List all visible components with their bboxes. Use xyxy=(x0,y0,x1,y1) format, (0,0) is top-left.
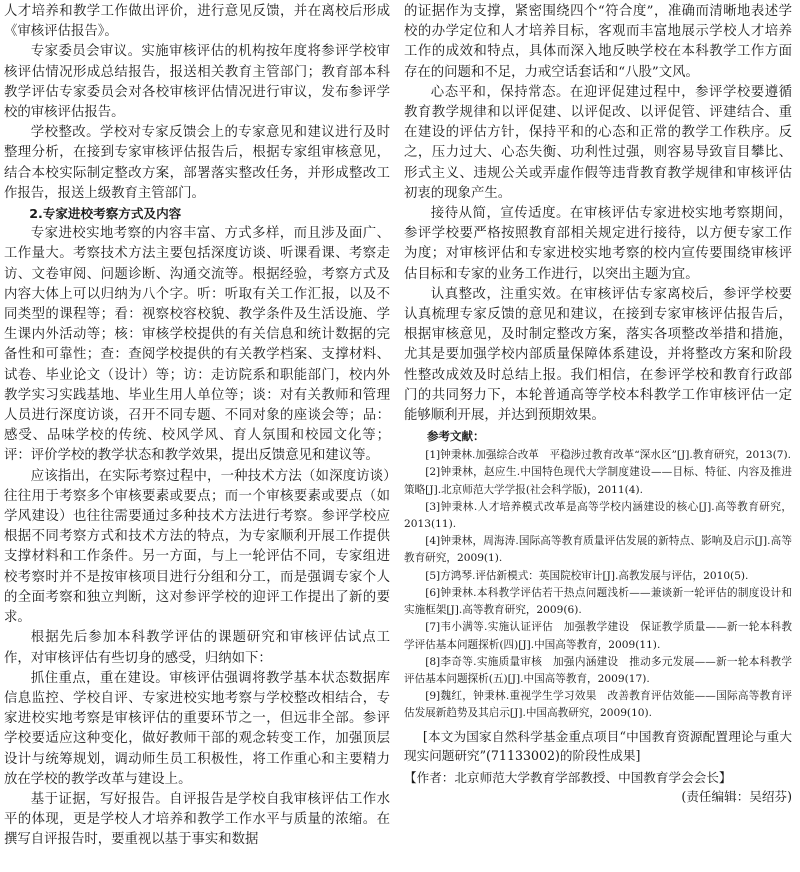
author-info: 【作者：北京师范大学教育学部教授、中国教育学会会长】 xyxy=(404,769,732,785)
editor-credit: (责任编辑：吴绍芬) xyxy=(681,789,792,805)
right-column xyxy=(404,0,796,807)
reference-item: [6]钟秉林.本科教学评估若干热点问题浅析——兼谈新一轮评估的制度设计和实施框架[J].高等教育研究，2009(6). xyxy=(404,586,792,617)
author-note xyxy=(404,768,792,805)
paragraph: 人才培养和教学工作做出评价，进行意见反馈，并在离校后形成《审核评估报告》。 xyxy=(4,4,390,40)
reference-item: [2]钟秉林，赵应生.中国特色现代大学制度建设——目标、特征、内容及推进策略[J].北京师范大学学报(社会科学版)，2011(4). xyxy=(404,466,792,496)
reference-item: [4]钟秉林，周海涛.国际高等教育质量评估发展的新特点、影响及启示[J].高等教育研究，2009(1). xyxy=(404,535,792,565)
paragraph: 心态平和，保持常态。在迎评促建过程中，参评学校要遵循教育教学规律和以评促建、以评促改、以评促管、评建结合、重在建设的评估方针，保持平和的心态和正常的教学工作秩序。反之，压力过大、心态失衡、功利性过强，则容易导致盲目攀比、形式主义、违规公关或弄虚作假等违背教育教学规律和审核评估初衷的现象产生。 xyxy=(404,84,792,201)
reference-item: [5]方鸿琴.评估新模式：英国院校审计[J].高教发展与评估，2010(5). xyxy=(425,569,749,582)
section-subheading: 2.专家进校考察方式及内容 xyxy=(29,206,182,222)
paragraph: 应该指出，在实际考察过程中，一种技术方法（如深度访谈）往往用于考察多个审核要素或要点；而一个审核要素或要点（如学风建设）也往往需要通过多种技术方法进行考察。参评学校应根据不同考察方式和技术方法的特点，为专家顺利开展工作提供支撑材料和工作条件。另一方面，与上一轮评估不同，专家组进校考察时并不是按审核项目进行分组和分工，而是强调专家个人的全面考察和独立判断，这对参评学校的迎评工作提出了新的要求。 xyxy=(4,468,390,626)
paragraph: 抓住重点，重在建设。审核评估强调将教学基本状态数据库信息监控、学校自评、专家进校实地考察与学校整改相结合，专家进校实地考察是审核评估的重要环节之一，但远非全部。参评学校要适应这种变化，做好教师干部的观念转变工作，加强顶层设计与统筹规划，调动师生员工积极性，将工作重心和主要精力放在学校的教学改革与建设上。 xyxy=(4,670,390,787)
reference-item: [8]李奇等.实施质量审核 加强内涵建设 推动多元发展——新一轮本科教学评估基本问题探析(五)[J].中国高等教育，2009(17). xyxy=(404,655,792,685)
paragraph: 根据先后参加本科教学评估的课题研究和审核评估试点工作，对审核评估有些切身的感受，归纳如下： xyxy=(4,630,390,666)
paragraph: 专家进校实地考察的内容丰富、方式多样，而且涉及面广、工作量大。考察技术方法主要包括深度访谈、听课看课、考察走访、文卷审阅、问题诊断、沟通交流等。根据经验，考察方式及内容大体上可以归纳为八个字。听：听取有关工作汇报，以及不同类型的课程等；看：视察校容校貌、教学条件及生活设施、学生课内外活动等；核：审核学校提供的有关信息和统计数据的完备性和可靠性；查：查阅学校提供的有关教学档案、支撑材料、试卷、毕业论文（设计）等；访：走访院系和职能部门，校内外教学实习实践基地、毕业生用人单位等；谈：对有关教师和管理人员进行深度访谈，召开不同专题、不同对象的座谈会等；品：感受、品味学校的传统、校风学风、育人氛围和校园文化等；评：评价学校的教学状态和教学效果，提出反馈意见和建议等。 xyxy=(4,226,390,464)
paragraph: 接待从简，宣传适度。在审核评估专家进校实地考察期间，参评学校要严格按照教育部相关规定进行接待，以方便专家工作为度；对审核评估和专家进校实地考察的校内宣传要围绕审核评估目标和专家的业务工作进行，以突出主题为宜。 xyxy=(404,206,792,282)
reference-item: [1]钟秉林.加强综合改革 平稳涉过教育改革“深水区”[J].教育研究，2013(7). xyxy=(425,449,792,462)
funding-note: [本文为国家自然科学基金重点项目“中国教育资源配置理论与重大现实问题研究”(71133002)的阶段性成果] xyxy=(404,728,792,764)
paragraph: 认真整改，注重实效。在审核评估专家离校后，参评学校要认真梳理专家反馈的意见和建议，在接到专家审核评估报告后，根据审核意见，及时制定整改方案，落实各项整改举措和措施，尤其是要加强学校内部质量保障体系建设，并将整改方案和阶段性整改成效及时总结上报。我们相信，在参评学校和教育行政部门的共同努力下，本轮普通高等学校本科教学工作审核评估一定能够顺利开展，并达到预期效果。 xyxy=(404,286,792,424)
paragraph: 专家委员会审议。实施审核评估的机构按年度将参评学校审核评估情况形成总结报告，报送相关教育主管部门；教育部本科教学评估专家委员会对各校审核评估情况进行审议，发布参评学校的审核评估报告。 xyxy=(4,44,390,121)
reference-list xyxy=(404,447,792,722)
reference-item: [9]魏红，钟秉林.重视学生学习效果 改善教育评估效能——国际高等教育评估发展新趋势及其启示[J].中国高教研究，2009(10). xyxy=(404,690,792,720)
paragraph: 基于证据，写好报告。自评报告是学校自我审核评估工作水平的体现，更是学校人才培养和教学工作水平与质量的浓缩。在撰写自评报告时，要重视以基于事实和数据 xyxy=(4,791,390,848)
reference-item: [7]韦小满等.实施认证评估 加强教学建设 保证教学质量——新一轮本科教学评估基本问题探析(四)[J].中国高等教育，2009(11). xyxy=(404,621,792,651)
paragraph: 学校整改。学校对专家反馈会上的专家意见和建议进行及时整理分析，在接到专家审核评估报告后，根据专家组审核意见，结合本校实际制定整改方案，部署落实整改任务，并形成整改工作报告，报送上级教育主管部门。 xyxy=(4,125,390,201)
references-heading: 参考文献： xyxy=(427,429,485,444)
reference-item: [3]钟秉林.人才培养模式改革是高等学校内涵建设的核心[J].高等教育研究，2013(11). xyxy=(404,500,792,531)
left-column xyxy=(0,0,392,851)
paragraph: 的证据作为支撑，紧密围绕四个“符合度”，准确而清晰地表述学校的办学定位和人才培养目标，客观而丰富地展示学校人才培养工作的成效和特点，具体而深入地反映学校在本科教学工作方面存在的问题和不足，力戒空话套话和“八股”文风。 xyxy=(404,4,792,80)
